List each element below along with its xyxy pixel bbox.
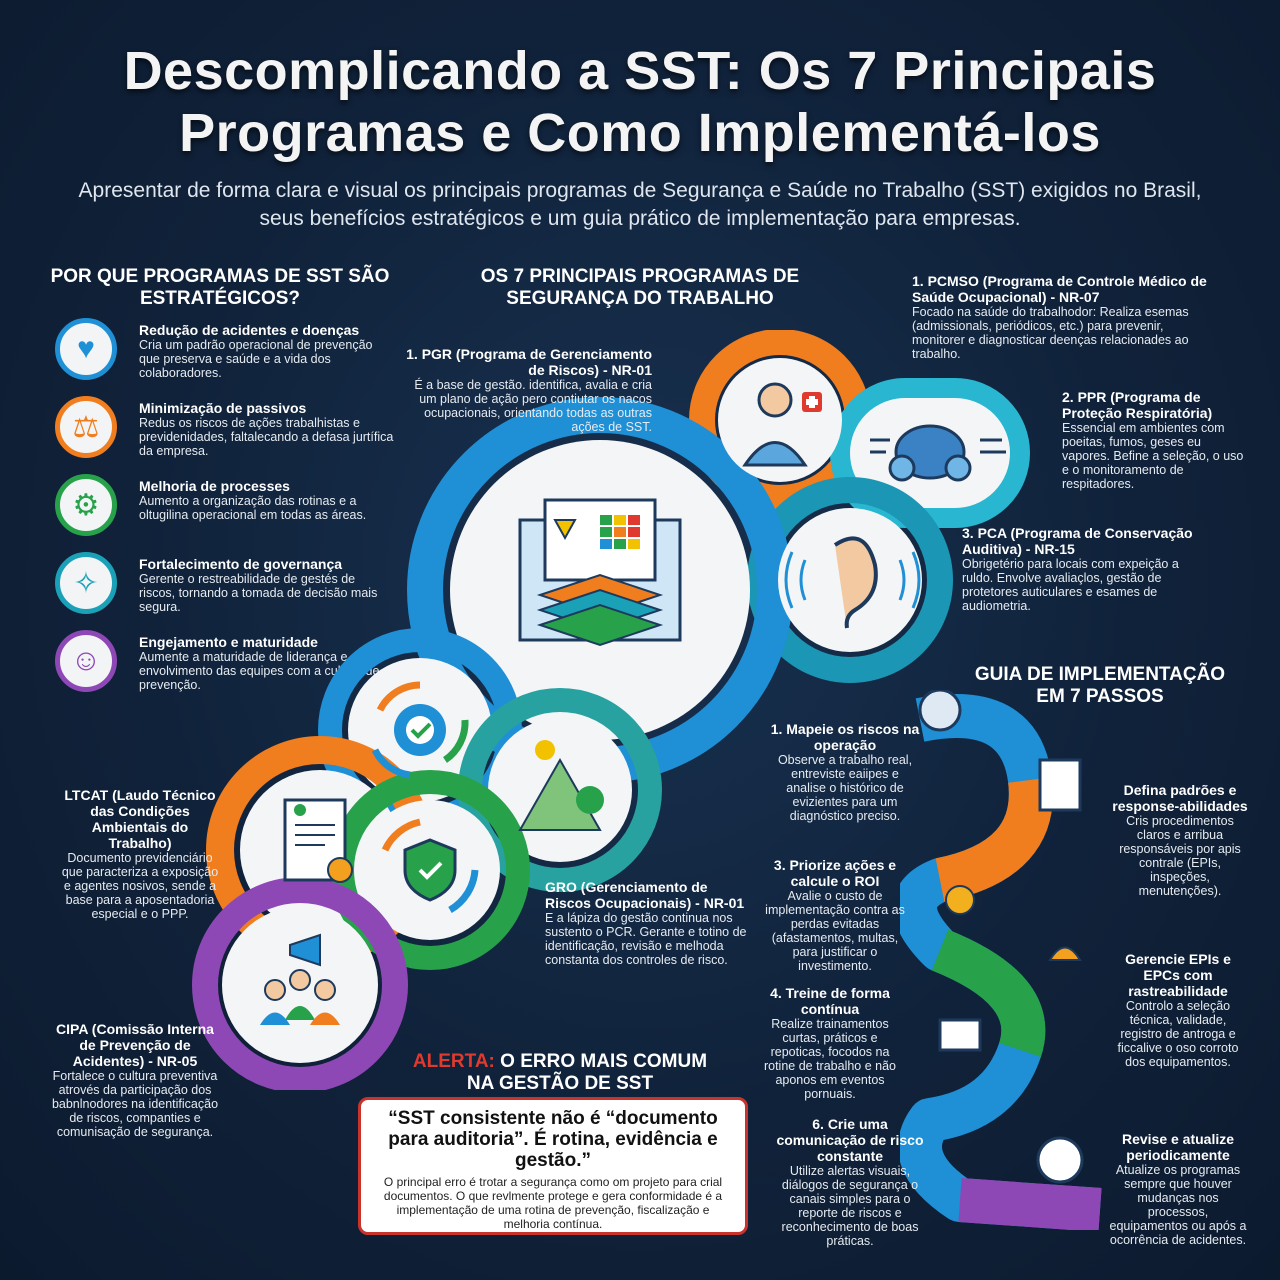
page-subtitle: Apresentar de forma clara e visual os principais programas de Segurança e Saúde no Trabalho (SST) exigidos no Brasil, seus benefícios estratégicos e um guia prático de implementação para empresas. [78,179,1202,230]
title-line-1: Descomplicando a SST: Os 7 Principais [123,41,1157,101]
guide-header: GUIA DE IMPLEMENTAÇÃO EM 7 PASSOS [974,664,1226,707]
guide-step-1-title: 1. Mapeie os riscos na operação [770,721,920,753]
program-ppr [1062,389,1252,491]
guide-step-2-title: Defina padrões e response-abilidades [1112,782,1248,814]
why-item-desc: Redus os riscos de ações trabalhistas e previdenidades, faltalecando a defasa jurtífica da empresa. [139,416,394,458]
hardhat-icon [1050,948,1080,961]
magnifier-icon [920,690,960,730]
guide-step-4 [760,985,900,1101]
program-cipa [50,1021,220,1139]
why-item-desc: Gerente o restreabilidade de gestés de riscos, tornando a tomada de decisão mais segura. [139,572,378,614]
guide-step-6-title: 6. Crie uma comunicação de risco constante [776,1116,924,1164]
program-pgr [400,346,652,434]
why-item-desc: Aumente a maturidade de liderança e o envolvimento das equipes com a cultura de prevenção. [139,650,380,692]
guide-step-2-desc: Cris procedimentos claros e arribua responsáveis por apis contrale (EPIs, inspeções, menutenções). [1119,814,1241,898]
team-icon: ☺ [55,630,117,692]
guide-step-1 [770,721,920,823]
program-pca [962,525,1212,613]
guide-step-1-desc: Observe a trabalho real, entreviste eaiipes e analise o histórico de evizientes para um diagnóstico preciso. [777,753,913,823]
alert-desc: O principal erro é trotar a segurança como om projeto para crial documentos. O que revlmente protege e gera conformidade é a implementação de uma rotina de prevenção, fiscalização e melhoria contínua. [383,1175,723,1231]
program-pcmso [912,273,1212,361]
why-item-title: Redução de acidentes e doenças [139,322,360,338]
gro-title: GRO (Gerenciamento de Riscos Ocupacionais) - NR-01 [545,879,745,911]
guide-step-5 [1108,951,1248,1069]
alert-header [380,1051,740,1095]
why-item-title: Melhoria de processes [139,478,290,494]
pca-title: 3. PCA (Programa de Conservação Auditiva) - NR-15 [962,525,1193,557]
programs-header: OS 7 PRINCIPAIS PROGRAMAS DE SEGURANÇA DO TRABALHO [480,266,800,309]
guide-step-5-desc: Controlo a seleção técnica, validade, registro de antroga e ficcalive o oso corroto dos equipamentos. [1117,999,1239,1069]
alert-box [358,1097,748,1235]
risk-matrix-icon [520,500,680,645]
compass-icon: ✧ [55,552,117,614]
guide-step-7-desc: Atualize os programas sempre que houver mudanças nos processos, equipamentos ou após a ocorrência de acidentes. [1109,1163,1247,1247]
guide-step-7-title: Revise e atualize periodicamente [1121,1131,1235,1163]
pca-desc: Obrigetério para locais com expeição a ruldo. Envolve avaliaçlos, gestão de protetores auticulares e esames de audiometria. [962,557,1179,613]
why-item-title: Engejamento e maturidade [139,634,318,650]
guide-step-2 [1110,782,1250,898]
alert-header-line2: NA GESTÃO DE SST [466,1073,654,1094]
gear-icon: ⚙ [55,474,117,536]
guide-step-5-title: Gerencie EPIs e EPCs com rastreabilidade [1125,951,1231,999]
why-item-title: Fortalecimento de governança [139,556,343,572]
ltcat-title: LTCAT (Laudo Técnico das Condições Ambientais do Trabalho) [64,787,216,851]
ppr-title: 2. PPR (Programa de Proteção Respiratória) [1062,389,1213,421]
guide-step-4-desc: Realize trainamentos curtas, práticos e repoticas, focodos na rotine de trabalho e não aponos em eventos pornuais. [763,1017,897,1101]
guide-path-graphic [900,690,1140,1230]
page-title [0,40,1280,164]
alert-header-rest: O ERRO MAIS COMUM [500,1051,708,1072]
why-item-title: Minimização de passivos [139,400,307,416]
why-header: POR QUE PROGRAMAS DE SST SÃO ESTRATÉGICOS? [50,266,390,309]
alert-quote: “SST consistente não é “documento para auditoria”. É rotina, evidência e gestão.” [388,1108,718,1171]
pgr-desc: É a base de gestão. identifica, avalia e cria um plano de ação pero contiutar os nacos ocupacionais, orientando todas as outras ações de SST. [414,378,652,434]
guide-step-6 [775,1116,925,1248]
why-item-desc: Cria um padrão operacional de prevenção que preserva e saúde e a vida dos colaboradores. [139,338,373,380]
why-item-desc: Aumento a organização das rotinas e a oltugilina operacional em todas as áreas. [139,494,367,522]
guide-step-3 [760,857,910,973]
scales-icon: ⚖ [55,396,117,458]
guide-step-6-desc: Utilize alertas visuais, diálogos de segurança o canais simples para o reporte de riscos e reconhecimento de boas práticas. [781,1164,919,1248]
document-icon [285,800,352,882]
clock-icon [1038,1138,1082,1182]
pcmso-desc: Focado na saúde do trabalhodor: Realiza esemas (admissionals, periódicos, etc.) para prevenir, monitorer e diagnosticar deenças relacionades ao trabalho. [912,305,1189,361]
pgr-title: 1. PGR (Programa de Gerenciamento de Riscos) - NR-01 [406,346,652,378]
gro-desc: E a lápiza do gestão continua nos sustento o PCR. Gerante e totino de identificação, revisão e melhoda constanta dos controles de risco. [545,911,747,967]
heart-hands-icon: ♥ [55,318,117,380]
guide-step-4-title: 4. Treine de forma contínua [770,985,890,1017]
program-gro [545,879,755,967]
coins-icon [946,886,974,914]
training-board-icon [940,1020,980,1050]
guide-step-7 [1108,1131,1248,1247]
cipa-desc: Fortalece o cultura preventiva atrovés da participação dos babnlnodores na identificação de riscos, companties e comunisação de segurança. [51,1069,219,1139]
pcmso-title: 1. PCMSO (Programa de Controle Médico de Saúde Ocupacional) - NR-07 [912,273,1207,305]
guide-step-3-title: 3. Priorize ações e calcule o ROI [773,857,897,889]
guide-step-3-desc: Avalie o custo de implementação contra as perdas evitadas (afastamentos, multas, para justificar o investimento. [765,889,905,973]
cipa-title: CIPA (Comissão Interna de Prevenção de Acidentes) - NR-05 [56,1021,214,1069]
ppr-desc: Essencial em ambientes com poeitas, fumos, geses eu vapores. Befine a seleção, o uso e o monitoramento de respitadores. [1062,421,1244,491]
checklist-icon [1040,760,1080,810]
ltcat-desc: Documento previdenciário que paracteriza a exposição e agentes nosivos, sende a base para a aposentadoria especial e o PPP. [61,851,219,921]
title-line-2: Programas e Como Implementá-los [179,103,1101,163]
alert-label: ALERTA: [412,1051,495,1072]
program-ltcat [60,787,220,921]
